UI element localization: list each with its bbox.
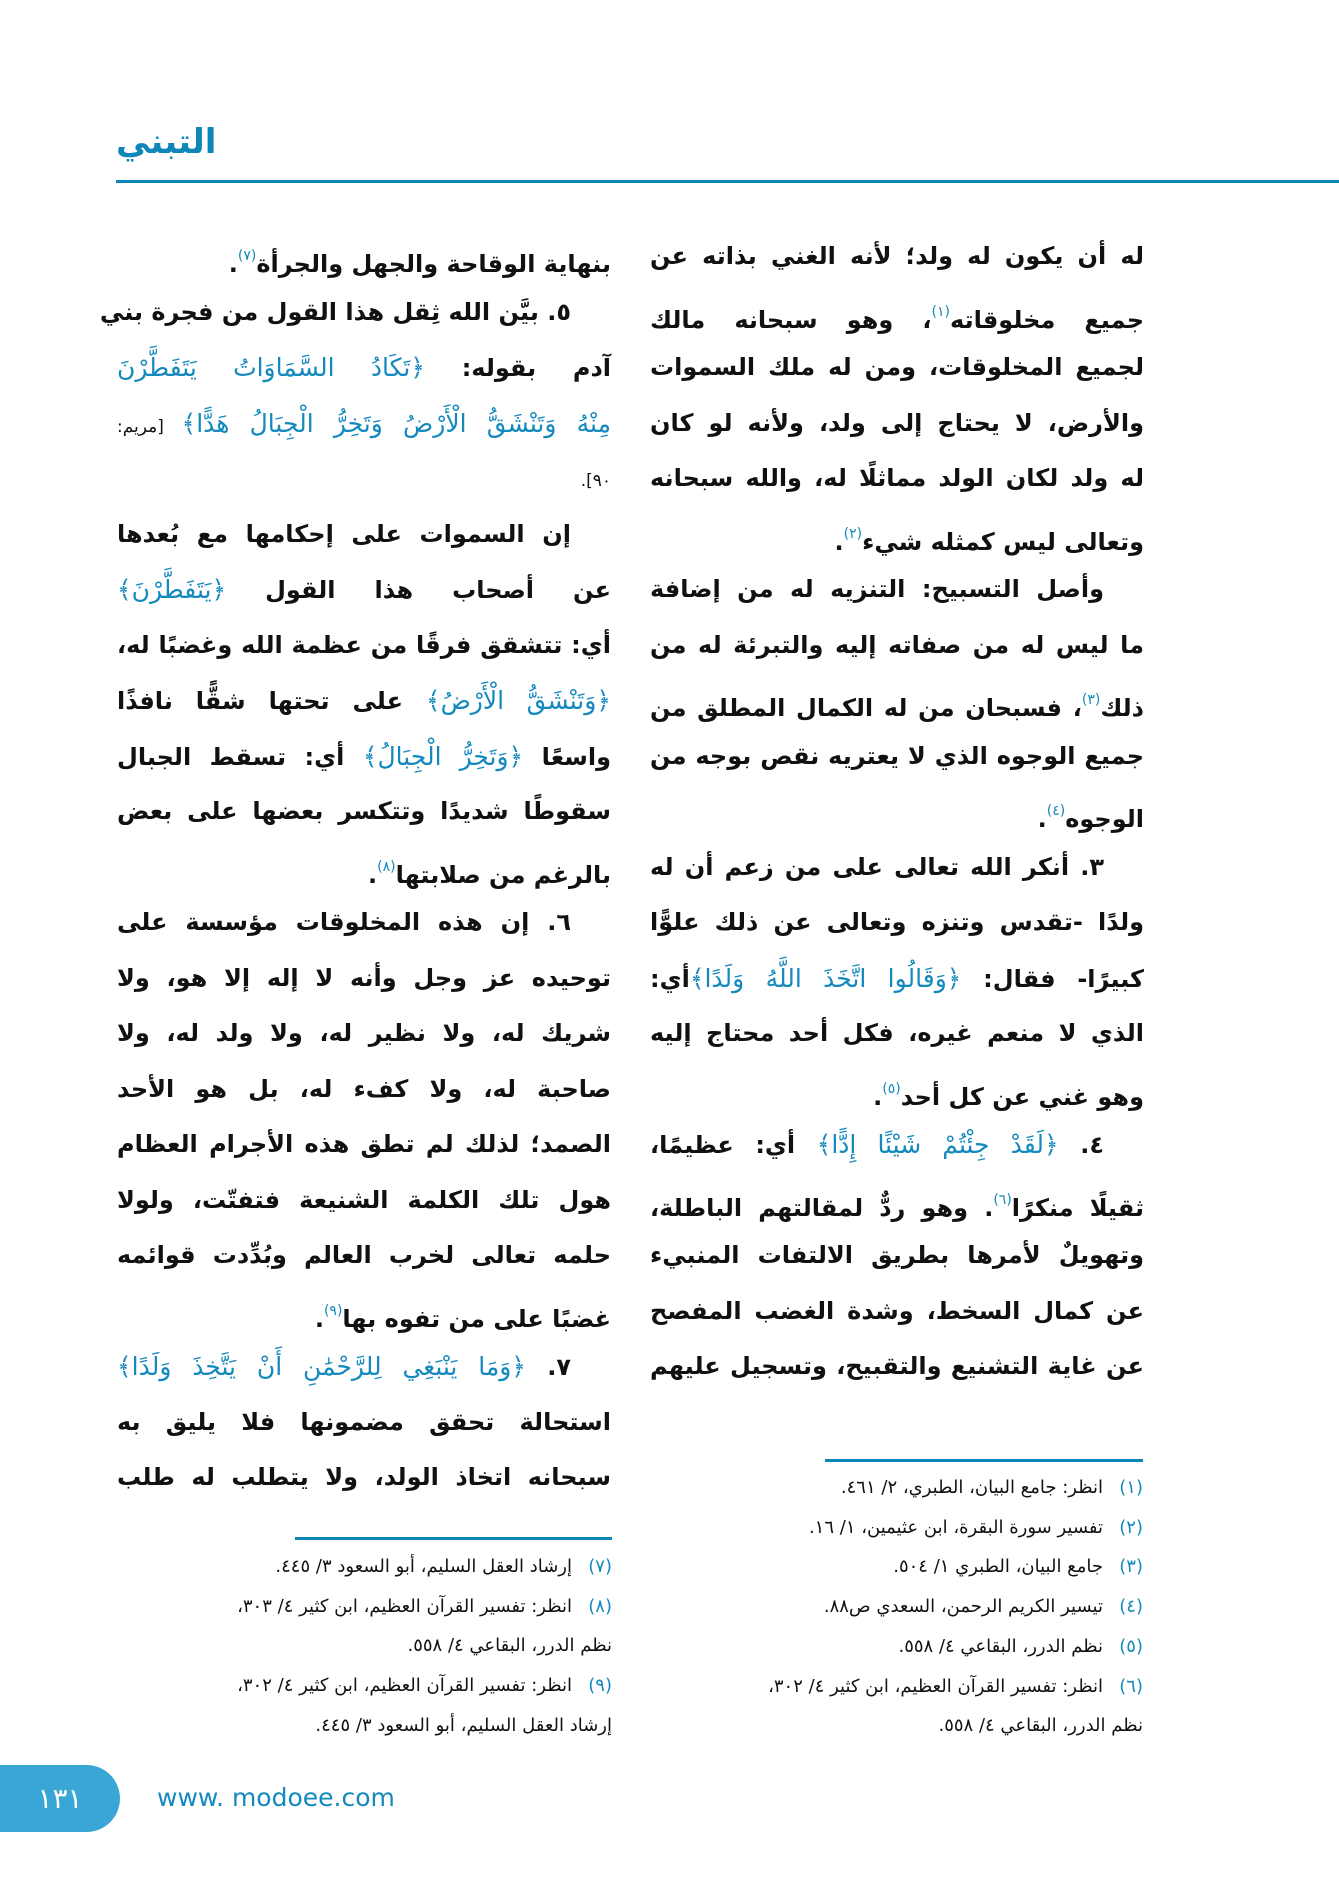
text-line — [650, 618, 1144, 674]
text-line — [99, 285, 611, 341]
text-line — [650, 1173, 1144, 1229]
text-line — [117, 1117, 611, 1173]
footnote-ref: (٣) — [1081, 692, 1101, 708]
footnote-divider-right — [825, 1459, 1143, 1462]
body-text: آدم بقوله: — [425, 354, 612, 382]
footnote-text: تيسير الكريم الرحمن، السعدي ص٨٨. — [823, 1596, 1103, 1618]
text-line — [117, 673, 611, 729]
body-text: عن كمال السخط، وشدة الغضب المفصح — [650, 1296, 1144, 1325]
text-line — [117, 451, 611, 507]
footnote — [640, 1468, 1143, 1508]
body-text: الذي لا منعم غيره، فكل أحد محتاج إليه — [650, 1019, 1144, 1047]
footnote-ref: (٨) — [377, 858, 396, 875]
footnote — [110, 1547, 612, 1587]
footnote — [640, 1587, 1143, 1627]
text-line — [117, 1006, 611, 1062]
quran-verse: ﴿وَمَا يَنْبَغِي لِلرَّحْمَٰنِ أَنْ يَتَّخِذَ وَلَدًا﴾ — [117, 1352, 526, 1381]
header-divider — [116, 180, 1339, 183]
footnote-number: (٨) — [588, 1595, 612, 1617]
quran-verse: ﴿وَتَخِرُّ الْجِبَالُ﴾ — [362, 741, 524, 771]
text-line — [117, 1062, 611, 1118]
body-text: ٥. بيَّن الله ثِقل هذا القول من فجرة بني — [99, 297, 571, 326]
footnote-ref: (٢) — [843, 525, 863, 542]
body-text: حلمه تعالى لخرب العالم وبُدِّدت قوائمه — [117, 1241, 611, 1269]
body-text: وأصل التسبيح: التنزيه له من إضافة — [650, 575, 1104, 603]
body-text: . — [314, 1304, 324, 1333]
footnote-ref: (٩) — [323, 1302, 343, 1319]
page-number-badge — [0, 1765, 120, 1832]
body-text: ٦. إن هذه المخلوقات مؤسسة على — [117, 908, 571, 936]
text-line — [117, 895, 611, 951]
footnotes-left — [110, 1547, 612, 1746]
footnote-text: إرشاد العقل السليم، أبو السعود ٣/ ٤٤٥. — [315, 1714, 612, 1736]
body-text: والأرض، لا يحتاج إلى ولد، ولأنه لو كان — [650, 408, 1144, 437]
body-text: . — [873, 1082, 883, 1111]
footnote-text: إرشاد العقل السليم، أبو السعود ٣/ ٤٤٥. — [275, 1556, 572, 1577]
footnote — [640, 1508, 1143, 1548]
body-text: غضبًا على من تفوه بها — [342, 1304, 611, 1333]
footnote-text: انظر: تفسير القرآن العظيم، ابن كثير ٤/ ٣٠٢، — [237, 1675, 572, 1697]
footnote-number: (٥) — [1119, 1635, 1143, 1657]
body-text: ، وهو سبحانه مالك — [650, 305, 932, 334]
body-text: شريك له، ولا نظير له، ولا ولد له، ولا — [117, 1019, 611, 1047]
body-text: واسعًا — [523, 742, 611, 771]
quran-verse: مِنْهُ وَتَنْشَقُّ الْأَرْضُ وَتَخِرُّ الْجِبَالُ هَدًّا﴾ — [181, 408, 611, 438]
text-line — [650, 507, 1144, 563]
footnote-text: انظر: تفسير القرآن العظيم، ابن كثير ٤/ ٣٠٢، — [768, 1675, 1103, 1697]
body-text: عن أصحاب هذا القول — [226, 576, 611, 604]
body-text: . — [228, 250, 238, 278]
footnote-number: (٧) — [588, 1556, 612, 1577]
right-column — [650, 229, 1144, 1395]
body-text: إن السموات على إحكامها مع بُعدها — [117, 519, 571, 548]
chapter-title: التبني — [116, 122, 217, 162]
verse-citation: ٩٠]. — [580, 471, 611, 491]
body-text: عن غاية التشنيع والتقبيح، وتسجيل عليهم — [650, 1352, 1144, 1380]
quran-verse: ﴿يَتَفَطَّرْنَ﴾ — [117, 575, 227, 604]
body-text: توحيده عز وجل وأنه لا إله إلا هو، ولا — [117, 963, 611, 992]
verse-citation: [مريم: — [117, 416, 182, 437]
left-column — [99, 229, 612, 1506]
footnote-ref: (٧) — [237, 248, 257, 264]
body-text: . وهو ردٌّ لمقالتهم الباطلة، — [650, 1193, 994, 1222]
footnote — [640, 1627, 1143, 1667]
footnote — [110, 1706, 612, 1746]
footnotes-right — [640, 1468, 1143, 1746]
body-text: أي: — [650, 964, 690, 993]
text-line — [650, 396, 1144, 452]
text-line — [650, 1117, 1144, 1173]
body-text: ثقيلًا منكرًا — [1011, 1193, 1144, 1222]
text-line — [650, 562, 1144, 618]
body-text: ذلك — [1100, 694, 1144, 722]
quran-verse: ﴿وَقَالُوا اتَّخَذَ اللَّهُ وَلَدًا﴾ — [689, 963, 962, 993]
body-text: الصمد؛ لذلك لم تطق هذه الأجرام العظام — [117, 1130, 611, 1158]
body-text: ٤. — [1058, 1131, 1104, 1159]
footnote-text: جامع البيان، الطبري ١/ ٥٠٤. — [893, 1556, 1103, 1578]
text-line — [650, 673, 1144, 729]
body-text: على تحتها شقًّا نافذًا — [117, 687, 426, 715]
body-text: وهو غني عن كل أحد — [900, 1082, 1144, 1111]
text-line — [117, 1339, 611, 1395]
text-line — [117, 840, 611, 896]
footnote — [110, 1626, 612, 1666]
footnote-ref: (١) — [931, 303, 951, 320]
footnote — [640, 1547, 1143, 1587]
text-line — [650, 1006, 1144, 1062]
body-text: وتعالى ليس كمثله شيء — [862, 527, 1144, 556]
body-text: صاحبة له، ولا كفء له، بل هو الأحد — [117, 1074, 611, 1103]
text-line — [650, 1284, 1144, 1340]
footnote-text: نظم الدرر، البقاعي ٤/ ٥٥٨. — [938, 1715, 1143, 1737]
text-line — [650, 895, 1144, 951]
text-line — [117, 1228, 611, 1284]
text-line — [650, 451, 1144, 507]
body-text: ٧. — [525, 1353, 571, 1381]
footnote-divider-left — [295, 1537, 612, 1540]
footnote-number: (٤) — [1119, 1596, 1143, 1618]
body-text: ، فسبحان من له الكمال المطلق من — [650, 694, 1082, 722]
text-line — [650, 285, 1144, 341]
footnote-ref: (٦) — [993, 1191, 1012, 1208]
footnote — [640, 1706, 1143, 1746]
body-text: أي: عظيمًا، — [650, 1131, 817, 1159]
quran-verse: ﴿لَقَدْ جِئْتُمْ شَيْئًا إِدًّا﴾ — [816, 1130, 1059, 1159]
body-text: . — [367, 860, 378, 889]
body-text: أي: تسقط الجبال — [117, 742, 363, 771]
body-text: سقوطًا شديدًا وتتكسر بعضها على بعض — [117, 797, 611, 825]
footnote-number: (٢) — [1119, 1516, 1143, 1538]
text-line — [117, 1173, 611, 1229]
text-line — [650, 229, 1144, 285]
text-line — [650, 840, 1144, 896]
body-text: له ولد لكان الولد مماثلًا له، والله سبحانه — [650, 464, 1144, 492]
body-text: هول تلك الكلمة الشنيعة فتفتّت، ولولا — [117, 1185, 611, 1214]
website-url: www. modoee.com — [157, 1783, 395, 1812]
footnote-text: نظم الدرر، البقاعي ٤/ ٥٥٨. — [407, 1635, 612, 1657]
footnote — [110, 1587, 612, 1627]
footnote-number: (٦) — [1119, 1675, 1143, 1697]
body-text: ٣. أنكر الله تعالى على من زعم أن له — [650, 852, 1104, 881]
quran-verse: ﴿تَكَادُ السَّمَاوَاتُ يَتَفَطَّرْنَ — [117, 353, 426, 382]
body-text: . — [834, 527, 844, 556]
text-line — [117, 229, 611, 285]
footnote-text: تفسير سورة البقرة، ابن عثيمين، ١/ ١٦. — [808, 1516, 1103, 1538]
body-text: كبيرًا- فقال: — [961, 964, 1144, 993]
text-line — [117, 1284, 611, 1340]
body-text: سبحانه اتخاذ الولد، ولا يتطلب له طلب — [117, 1463, 611, 1491]
text-line — [117, 1395, 611, 1451]
footnote-ref: (٥) — [882, 1080, 901, 1097]
body-text: الوجوه — [1065, 805, 1144, 833]
text-line — [650, 1062, 1144, 1118]
body-text: استحالة تحقق مضمونها فلا يليق به — [117, 1407, 611, 1436]
text-line — [117, 396, 611, 452]
footnote-number: (٣) — [1119, 1556, 1143, 1578]
footnote-text: نظم الدرر، البقاعي ٤/ ٥٥٨. — [898, 1635, 1103, 1657]
body-text: ما ليس له من صفاته إليه والتبرئة له من — [650, 630, 1144, 659]
body-text: له أن يكون له ولد؛ لأنه الغني بذاته عن — [650, 242, 1144, 270]
footnote — [110, 1666, 612, 1706]
body-text: أي: تتشقق فرقًا من عظمة الله وغضبًا له، — [117, 630, 611, 659]
text-line — [650, 729, 1144, 785]
footnote-text: انظر: جامع البيان، الطبري، ٢/ ٤٦١. — [840, 1477, 1103, 1498]
text-line — [117, 340, 611, 396]
body-text: وتهويلٌ لأمرها بطريق الالتفات المنبيء — [650, 1241, 1144, 1269]
quran-verse: ﴿وَتَنْشَقُّ الْأَرْضُ﴾ — [425, 686, 611, 715]
footnote-text: انظر: تفسير القرآن العظيم، ابن كثير ٤/ ٣٠٣، — [237, 1595, 572, 1617]
text-line — [117, 951, 611, 1007]
text-line — [650, 951, 1144, 1007]
page-number: ١٣١ — [37, 1782, 83, 1815]
body-text: . — [1037, 805, 1047, 833]
footnote-number: (٩) — [588, 1675, 612, 1697]
body-text: جميع مخلوقاته — [950, 305, 1144, 334]
text-line — [117, 507, 611, 563]
text-line — [650, 1339, 1144, 1395]
footnote-ref: (٤) — [1046, 803, 1066, 819]
body-text: بالرغم من صلابتها — [395, 860, 611, 889]
text-line — [117, 729, 611, 785]
text-line — [117, 784, 611, 840]
body-text: بنهاية الوقاحة والجهل والجرأة — [256, 250, 611, 278]
footnote — [640, 1667, 1143, 1707]
body-text: لجميع المخلوقات، ومن له ملك السموات — [650, 353, 1144, 381]
text-line — [650, 1228, 1144, 1284]
body-text: جميع الوجوه الذي لا يعتريه نقص بوجه من — [650, 741, 1144, 770]
text-line — [117, 1450, 611, 1506]
footnote-number: (١) — [1119, 1477, 1143, 1498]
text-line — [650, 784, 1144, 840]
text-line — [650, 340, 1144, 396]
body-text: ولدًا -تقدس وتنزه وتعالى عن ذلك علوًّا — [650, 908, 1144, 936]
text-line — [117, 562, 611, 618]
text-line — [117, 618, 611, 674]
